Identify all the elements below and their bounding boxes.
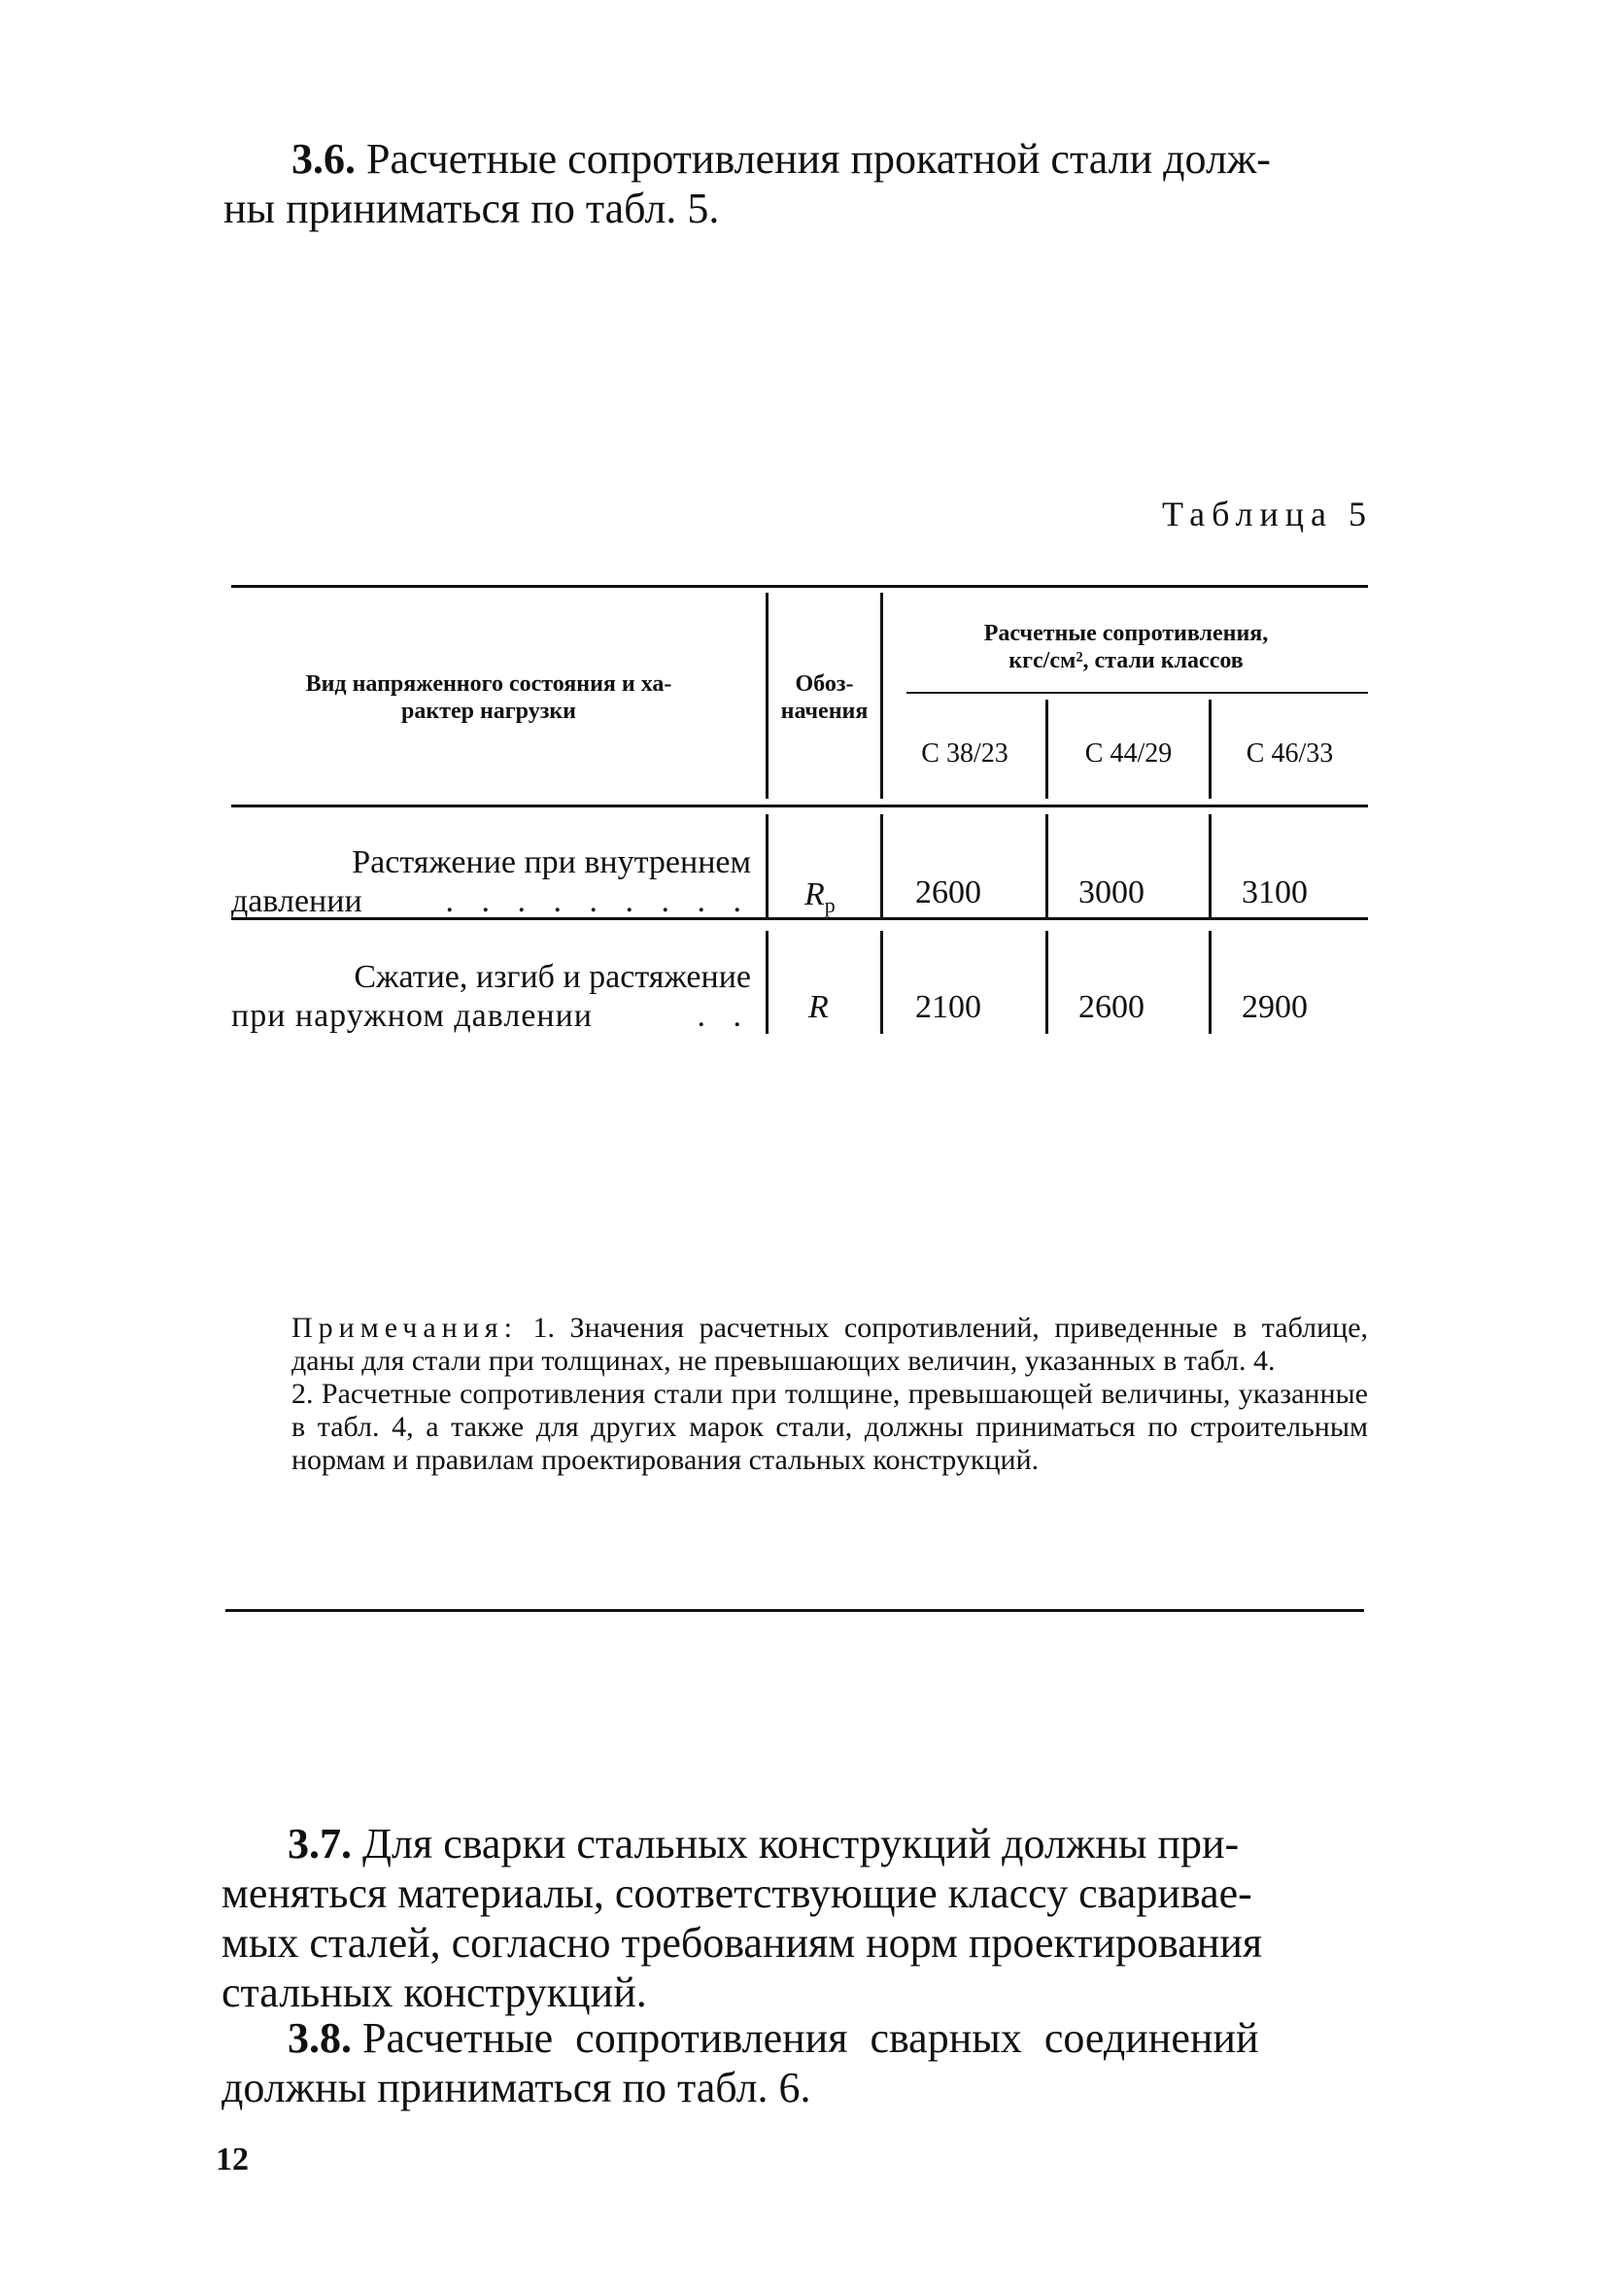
row2-divider-1 bbox=[766, 931, 769, 1034]
row2-value-c46: 2900 bbox=[1242, 989, 1308, 1025]
row1-symbol-letter: R bbox=[804, 876, 825, 912]
row1-desc-line2: давлении bbox=[231, 883, 362, 919]
header-group-line1: Расчетные сопротивления, bbox=[983, 621, 1269, 646]
row2-divider-2 bbox=[880, 931, 883, 1034]
table-caption: Таблица 5 bbox=[1162, 495, 1373, 533]
row1-divider-1 bbox=[766, 814, 769, 917]
header-class-1: С 38/23 bbox=[921, 738, 1008, 769]
section-number: 3.8. bbox=[288, 2014, 352, 2062]
page-number: 12 bbox=[216, 2142, 249, 2177]
row1-desc-line1: Растяжение при внутреннем bbox=[352, 844, 751, 880]
header-col2-line1: Обоз- bbox=[795, 671, 854, 697]
paragraph-3-7-line4: стальных конструкций. bbox=[222, 1969, 647, 2016]
header-col1-line2: рактер нагрузки bbox=[400, 699, 577, 724]
row1-value-c44: 3000 bbox=[1078, 874, 1145, 910]
paragraph-3-6-line2: ны приниматься по табл. 5. bbox=[223, 185, 720, 232]
row1-value-c38: 2600 bbox=[915, 874, 981, 910]
col-divider-2 bbox=[880, 593, 883, 799]
note-2-text: 2. Расчетные сопротивления стали при толщине, превышающей величины, указанные в табл. 4, а также для других марок стали, должны приниматься по строительным нормам и правилам проектирования стальных конструкций. bbox=[291, 1378, 1368, 1476]
row2-divider-3 bbox=[1045, 931, 1048, 1034]
header-bottom-rule bbox=[231, 805, 1368, 807]
paragraph-text: Расчетные сопротивления прокатной стали долж- bbox=[366, 135, 1271, 183]
header-group-line2: кгс/см², стали классов bbox=[1008, 648, 1244, 673]
row2-value-c44: 2600 bbox=[1078, 989, 1145, 1025]
note-2 bbox=[291, 1378, 1368, 1477]
table-5 bbox=[231, 585, 1368, 1034]
row2-desc-line1: Сжатие, изгиб и растяжение bbox=[354, 959, 751, 995]
section-number: 3.7. bbox=[288, 1820, 352, 1868]
row2-symbol-letter: R bbox=[808, 989, 829, 1025]
table-row-1-desc bbox=[231, 843, 751, 921]
header-col2 bbox=[769, 670, 880, 725]
note-1-text: 1. Значения расчетных сопротивлений, приведенные в таблице, даны для стали при толщинах, не превышающих величин, указанных в табл. 4. bbox=[291, 1312, 1369, 1377]
paragraph-3-8 bbox=[222, 2013, 1368, 2112]
row1-divider-4 bbox=[1209, 814, 1212, 917]
paragraph-3-7-line1 bbox=[222, 1819, 1368, 1868]
paragraph-3-8-line1-wrap bbox=[288, 2013, 1259, 2063]
paragraph-3-7-line1-text: Для сварки стальных конструкций должны при- bbox=[362, 1820, 1240, 1868]
table-notes bbox=[291, 1312, 1368, 1477]
header-class-3: С 46/33 bbox=[1246, 738, 1334, 769]
row1-symbol bbox=[804, 876, 836, 918]
header-col1 bbox=[231, 670, 746, 725]
paragraph-3-7-line3: мых сталей, согласно требованиям норм проектирования bbox=[222, 1919, 1263, 1967]
paragraph-3-8-line1-text: Расчетные сопротивления сварных соединений bbox=[362, 2014, 1259, 2062]
paragraph-3-7 bbox=[222, 1819, 1368, 2017]
row1-divider-2 bbox=[880, 814, 883, 917]
table-row-2-desc bbox=[231, 958, 751, 1036]
row2-value-c38: 2100 bbox=[915, 989, 981, 1025]
section-number: 3.6. bbox=[291, 135, 356, 183]
table-top-rule bbox=[231, 585, 1368, 588]
header-col2-line2: начения bbox=[780, 699, 869, 724]
paragraph-3-6 bbox=[223, 134, 1370, 233]
header-group bbox=[884, 620, 1368, 674]
header-col1-line1: Вид напряженного состояния и ха- bbox=[305, 671, 672, 697]
row2-desc-line2-wrap bbox=[231, 997, 751, 1036]
header-class-2: С 44/29 bbox=[1084, 738, 1173, 769]
row1-dots: . . . . . . . . . bbox=[445, 883, 751, 919]
row2-dots: . . bbox=[697, 998, 751, 1034]
notes-bottom-rule bbox=[225, 1609, 1364, 1612]
row1-symbol-sub: р bbox=[824, 892, 836, 917]
row2-desc-line2: при наружном давлении bbox=[231, 998, 593, 1034]
paragraph-3-6-line1 bbox=[291, 134, 1370, 184]
row2-symbol bbox=[808, 989, 829, 1026]
notes-label: Примечания: bbox=[291, 1312, 518, 1344]
paragraph-3-8-line2: должны приниматься по табл. 6. bbox=[222, 2064, 811, 2111]
row1-value-c46: 3100 bbox=[1242, 874, 1308, 910]
row1-divider-3 bbox=[1045, 814, 1048, 917]
note-1 bbox=[291, 1312, 1368, 1378]
row2-divider-4 bbox=[1209, 931, 1212, 1034]
header-group-rule bbox=[906, 692, 1368, 694]
row1-desc-line2-wrap bbox=[231, 882, 751, 921]
paragraph-3-7-line2: меняться материалы, соответствующие классу сваривае- bbox=[222, 1869, 1252, 1917]
paragraph-3-8-line1 bbox=[222, 2013, 1368, 2063]
